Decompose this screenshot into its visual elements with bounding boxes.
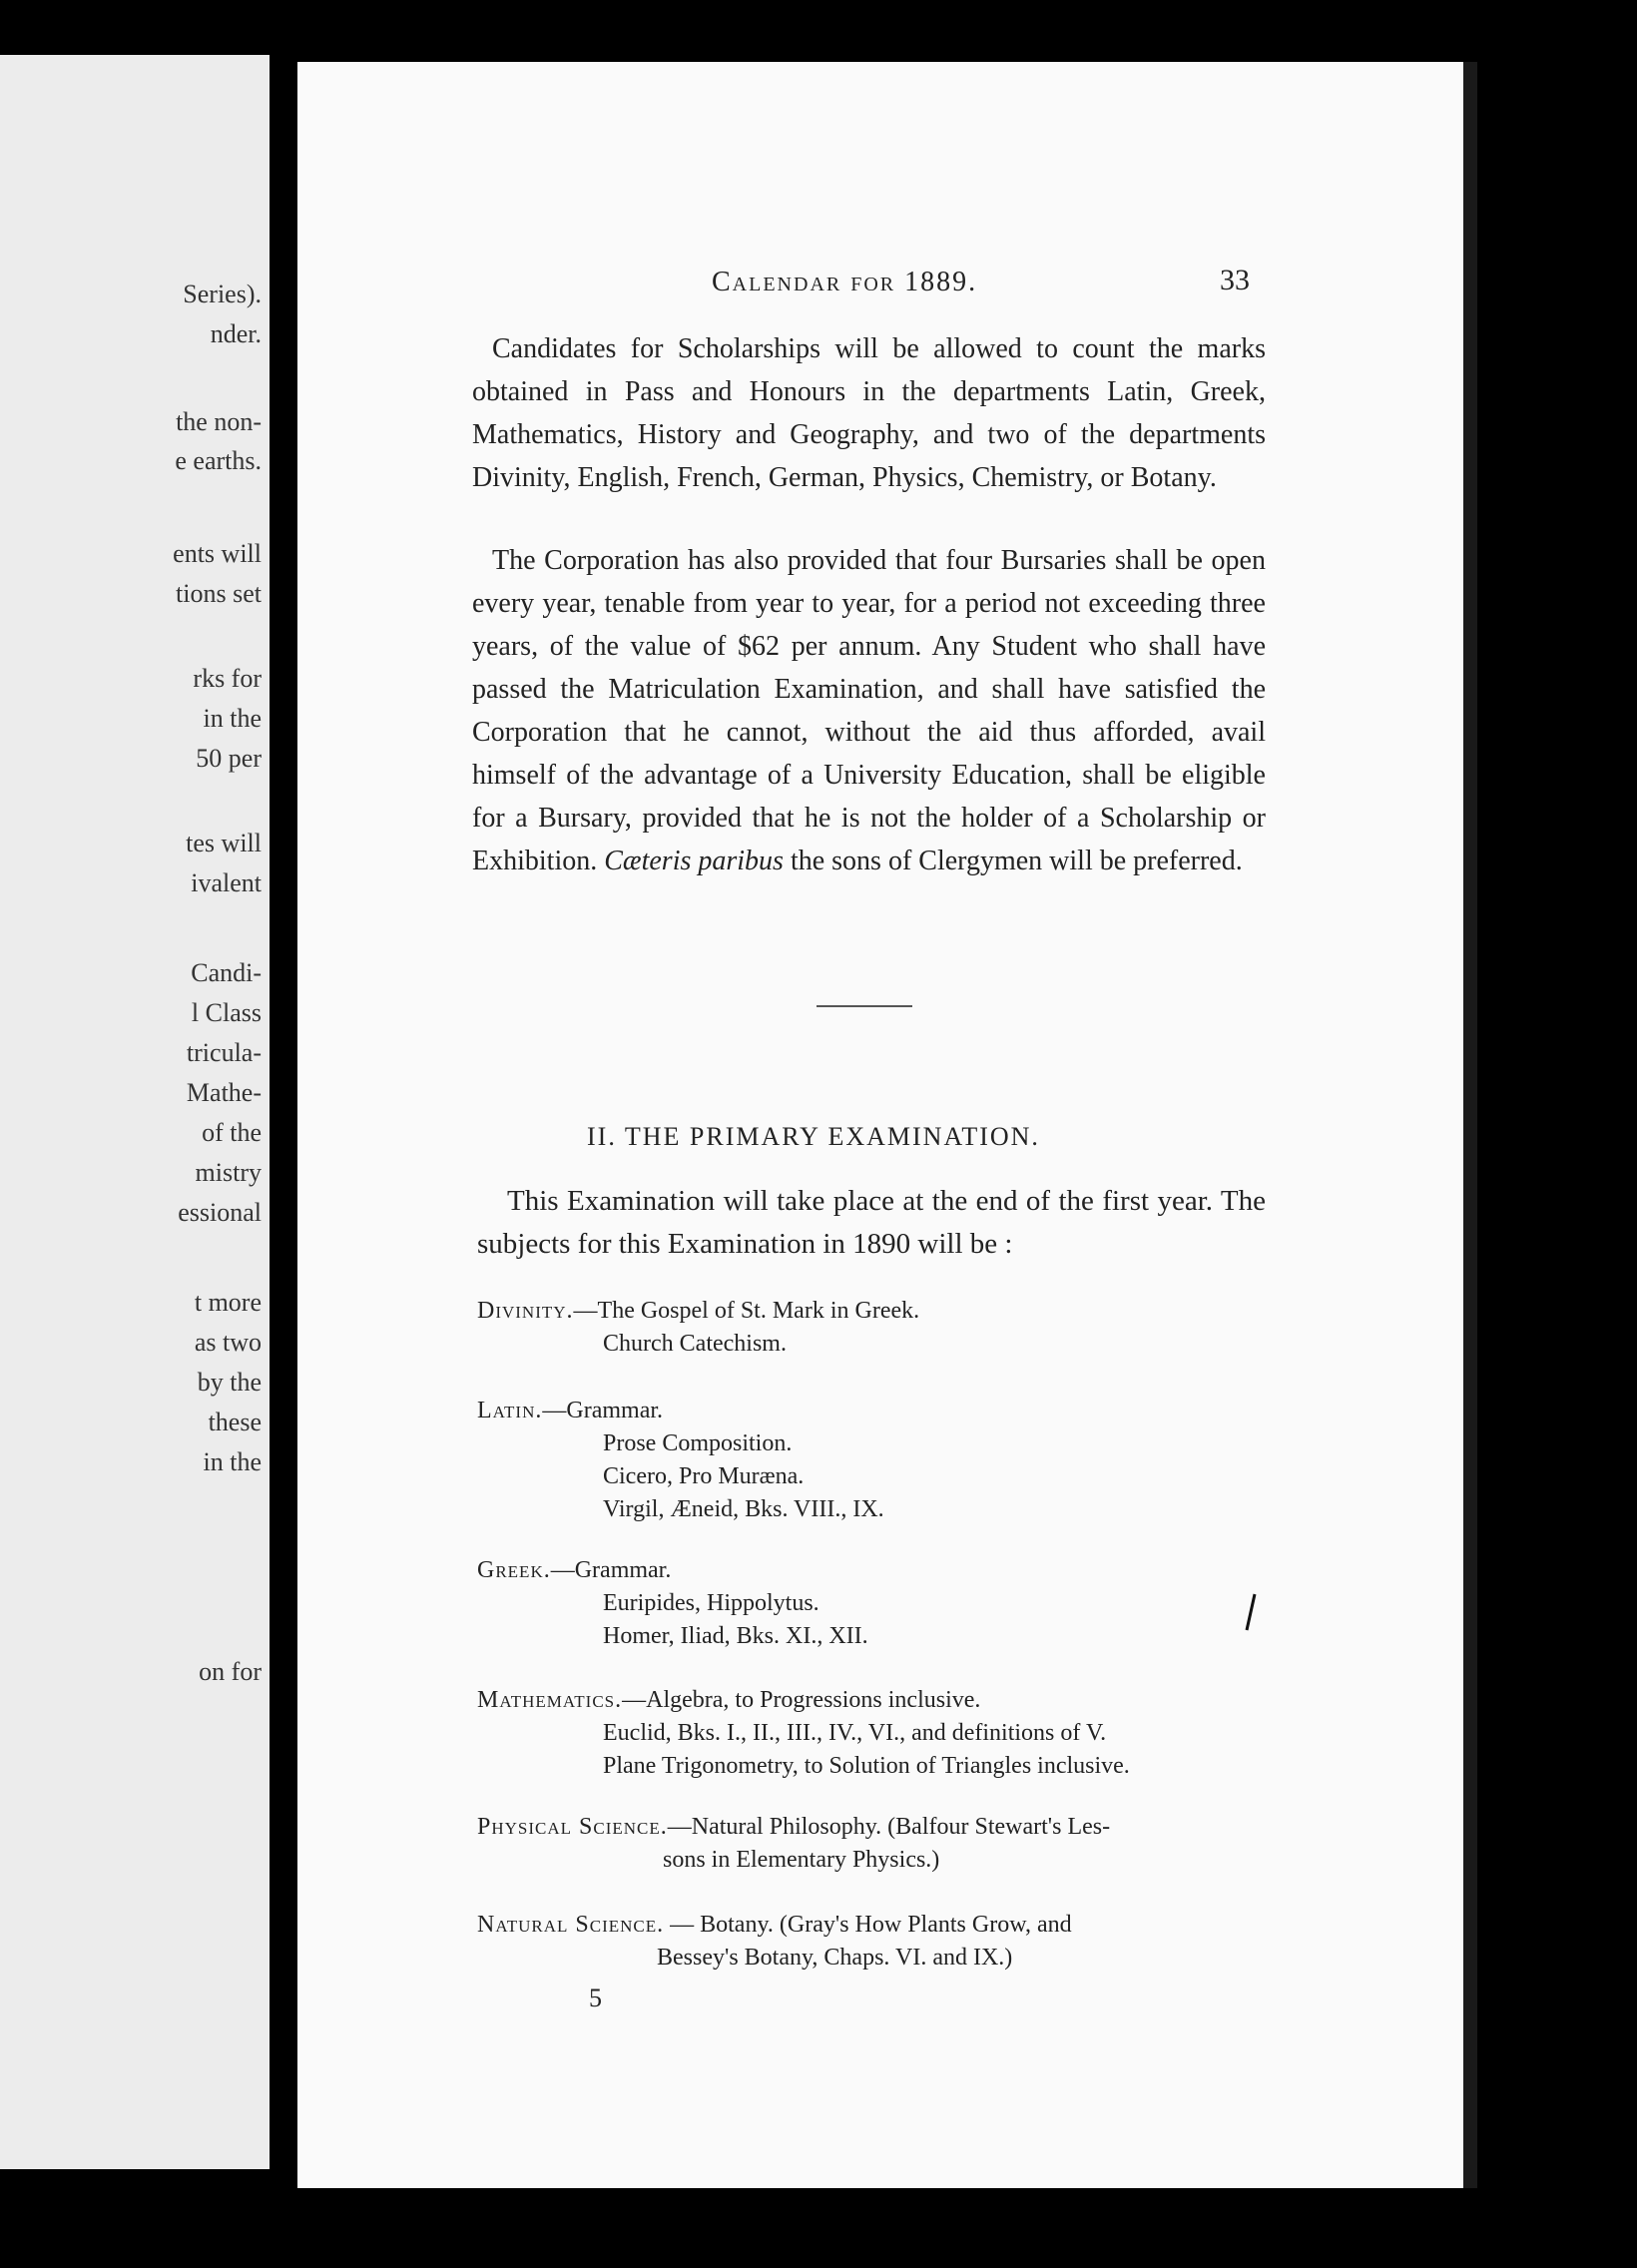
left-page-line: Series).	[183, 280, 262, 308]
bursary-text-start: The Corporation has also provided that four Bursaries shall be open every year, tenable from year to year, for a period not exceeding three years, of the value of $62 per annum. Any Student who shall have passed the Matriculation Examination, and shall have satisfied the Corporation that he cannot, without the aid thus afforded, avail himself of the advantage of a University Education, shall be eligible for a Bursary, provided that he is not the holder of a Scholarship or Exhibition.	[472, 545, 1266, 876]
subject-line: Prose Composition.	[603, 1430, 793, 1456]
subject-line: Cicero, Pro Muræna.	[603, 1463, 805, 1489]
subject-mathematics	[477, 1684, 1316, 1783]
left-page-line: mistry	[195, 1158, 262, 1187]
left-page-line: tions set	[176, 579, 262, 608]
subject-line: Plane Trigonometry, to Solution of Triangles inclusive.	[603, 1753, 1130, 1779]
subject-line: Virgil, Æneid, Bks. VIII., IX.	[603, 1496, 884, 1522]
subject-name: Latin.	[477, 1398, 543, 1423]
subject-divinity	[477, 1295, 1316, 1361]
left-page-line: t more	[194, 1288, 262, 1317]
section-title: II. THE PRIMARY EXAMINATION.	[587, 1122, 1040, 1151]
subject-name: Mathematics.	[477, 1687, 623, 1713]
left-page-line: ents will	[173, 539, 262, 568]
left-page-line: of the	[202, 1118, 262, 1147]
subject-line: Homer, Iliad, Bks. XI., XII.	[603, 1623, 868, 1649]
subject-first-line: — Botany. (Gray's How Plants Grow, and	[664, 1912, 1072, 1938]
subject-physical-science	[477, 1811, 1316, 1877]
subject-name: Divinity.	[477, 1298, 574, 1324]
left-page-line: the non-	[176, 407, 262, 436]
left-page-line: as two	[194, 1328, 262, 1357]
scholarship-paragraph: Candidates for Scholarships will be allowed to count the marks obtained in Pass and Honours in the departments Latin, Greek, Mathematics, History and Geography, and two of the departments Divinity, English, French, German, Physics, Chemistry, or Botany.	[472, 333, 1266, 493]
left-page-line: ivalent	[191, 868, 262, 897]
document-page	[297, 62, 1477, 2188]
subject-name: Natural Science.	[477, 1912, 665, 1938]
pencil-tick-mark	[1241, 1592, 1261, 1632]
left-page-line: in the	[203, 704, 262, 733]
left-page-line: tes will	[186, 829, 262, 857]
left-page-line: Mathe-	[186, 1078, 262, 1107]
bursary-text-end: the sons of Clergymen will be preferred.	[790, 846, 1243, 876]
subject-line: Euripides, Hippolytus.	[603, 1590, 819, 1616]
page-number: 33	[1220, 264, 1250, 296]
left-page-line: these	[208, 1408, 262, 1436]
subject-name: Greek.	[477, 1557, 551, 1583]
subject-natural-science	[477, 1909, 1316, 1975]
subject-first-line: —Grammar.	[542, 1398, 664, 1423]
left-page-line: l Class	[191, 998, 262, 1027]
running-header: Calendar for 1889.	[712, 267, 978, 297]
left-page-line: 50 per	[196, 744, 262, 773]
subject-line: Church Catechism.	[603, 1331, 787, 1357]
subject-line: sons in Elementary Physics.)	[663, 1847, 940, 1873]
subject-first-line: —Algebra, to Progressions inclusive.	[622, 1687, 981, 1713]
subject-line: Euclid, Bks. I., II., III., IV., VI., and definitions of V.	[603, 1720, 1107, 1746]
bursary-italic-phrase: Cæteris paribus	[604, 846, 784, 876]
subject-first-line: —Natural Philosophy. (Balfour Stewart's Les-	[667, 1814, 1111, 1840]
left-page-line: tricula-	[186, 1038, 262, 1067]
subject-first-line: —Grammar.	[550, 1557, 672, 1583]
subject-line: Bessey's Botany, Chaps. VI. and IX.)	[657, 1945, 1013, 1971]
left-page-line: Candi-	[191, 958, 262, 987]
left-page-line: by the	[197, 1368, 262, 1397]
subject-name: Physical Science.	[477, 1814, 668, 1840]
signature-mark: 5	[589, 1984, 602, 2012]
left-page-line: rks for	[193, 664, 262, 693]
left-facing-page	[0, 55, 270, 2169]
bursary-paragraph	[472, 539, 1266, 882]
section-intro: This Examination will take place at the end of the first year. The subjects for this Examination in 1890 will be :	[477, 1185, 1266, 1260]
subject-greek	[477, 1554, 1316, 1653]
left-page-line: nder.	[210, 319, 262, 348]
section-divider	[817, 1005, 912, 1007]
left-page-line: on for	[199, 1657, 262, 1686]
left-page-line: in the	[203, 1447, 262, 1476]
left-page-line: e earths.	[175, 446, 262, 475]
left-page-line: essional	[178, 1198, 262, 1227]
subject-first-line: —The Gospel of St. Mark in Greek.	[573, 1298, 920, 1324]
subject-latin	[477, 1395, 1316, 1526]
